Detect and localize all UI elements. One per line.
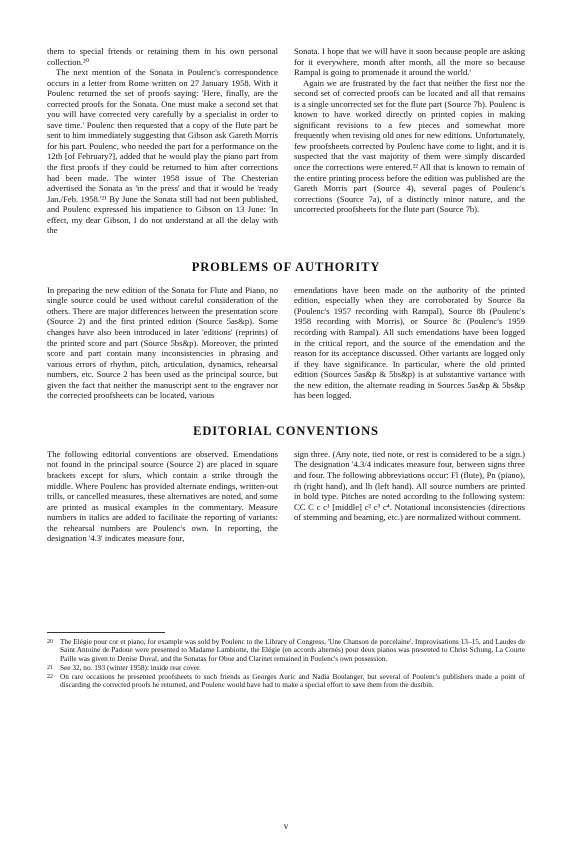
- footnotes: [47, 638, 525, 690]
- page-number: v: [283, 821, 289, 831]
- paragraph: Sonata. I hope that we will have it soon because people are asking for it everywhere, month after month, all the more so because Rampal is going to promenade it around the world.': [294, 46, 525, 78]
- paragraph: them to special friends or retaining them in his own personal collection.²⁰: [47, 46, 278, 67]
- footnote-text: See 32, no. 193 (winter 1958): inside rear cover.: [60, 662, 201, 672]
- footnote-number: 22: [47, 673, 53, 680]
- paragraph: The next mention of the Sonata in Poulenc's correspondence occurs in a letter from Rome written on 27 January 1958. With it Poulenc returned the set of proofs saying: 'Here, finally, are the corrected proofs for the Sonata. One must make a second set that you will have corrected very carefully by a specialist in order to save time.' Poulenc then requested that a copy of the flute part be sent to him immediately suggesting that Gibson ask Gareth Morris for his part. Poulenc, who needed the part for a performance on the 12th [of February?], added that he would play the piano part from the first proofs if they could be returned to him after corrections had been made. The winter 1958 issue of The Chesterian advertised the Sonata as 'in the press' and that it would be 'ready Jan./Feb. 1958.'²¹ By June the Sonata still had not been published, and Poulenc expressed his impatience to Gibson on 13 June: 'In effect, my dear Gibson, I do not understand at all the delay with the: [47, 67, 278, 236]
- left-column: [47, 46, 278, 236]
- right-column: [294, 46, 525, 236]
- paragraph: sign three. (Any note, tied note, or rest is considered to be a sign.) The designation '4.3/4 indicates measure four, between signs three and four. The following abbreviations occur: Fl (flute), Pn (piano), rh (right hand), and lh (left hand). All source numbers are printed in bold type. Pitches are noted according to the following system: CC C c c¹ [middle] c² c³ c⁴. Notational inconsistencies (directions of stemming and beaming, etc.) are normalized without comment.: [294, 448, 525, 523]
- paragraph: emendations have been made on the authority of the printed edition, especially when they are corroborated by Source 8a (Poulenc's 1957 recording with Rampal), Source 8b (Poulenc's 1958 recording with Morris), or Source 8c (Poulenc's 1959 recording with Rampal). All such emendations have been logged in the critical report, and the source of the emendation and the reason for its acceptance discussed. Other variants are logged only if they have significance. In particular, where the old printed edition (Sources 5as&p & 5bs&p) is at substantive variance with the new edition, the alternate reading in Sources 5as&p & 5bs&p has been logged.: [294, 284, 525, 401]
- footnote-number: 20: [47, 638, 53, 645]
- section-heading: PROBLEMS OF AUTHORITY: [191, 259, 381, 274]
- footnote-number: 21: [47, 664, 53, 671]
- footnote: [47, 638, 525, 664]
- paragraph: In preparing the new edition of the Sonata for Flute and Piano, no single source could be used without careful consideration of the others. There are major differences between the presentation score (Source 2) and the first printed edition (Source 5as&p). Some changes have also been introduced in later 'editions' (reprints) of the printed score and part (Source 5bs&p). Moreover, the printed score and part contain many inconsistencies in phrasing and various errors of rhythm, pitch, articulation, dynamics, rehearsal numbers, etc. Source 2 has been used as the principal source, but given the fact that neither the manuscript sent to the engraver nor the corrected proofsheets can be located, various: [47, 284, 278, 401]
- section-heading: EDITORIAL CONVENTIONS: [193, 423, 379, 438]
- right-column: [294, 449, 525, 544]
- intro-columns: [47, 46, 525, 236]
- right-column: [294, 285, 525, 401]
- conventions-columns: [47, 449, 525, 544]
- paragraph: The following editorial conventions are observed. Emendations not found in the principal source (Source 2) are placed in square brackets except for slurs, which contain a strike through the middle. Where Poulenc has provided alternate endings, written-out trills, or cancelled measures, these alternatives are noted, and some are printed as musical examples in the commentary. Measure numbers in italics are added to facilitate the reporting of variants: the rehearsal numbers are Poulenc's own. In reporting, the designation '4.3' indicates measure four,: [47, 448, 278, 544]
- paragraph: Again we are frustrated by the fact that neither the first nor the second set of corrected proofs can be located and all that remains is a single uncorrected set for the flute part (Source 7b). Poulenc is known to have worked directly on printed copies in making significant revisions to a few pieces and somewhat more frequently when revising old ones for new editions. Unfortunately, few proofsheets corrected by Poulenc have come to light, and it is suspected that the vast majority of them were simply discarded once the corrections were entered.²² All that is known to remain of the entire printing process before the edition was published are the Gareth Morris part (Source 4), several pages of Poulenc's corrections (Source 7a), of a distinctly minor nature, and the uncorrected proofsheets for the flute part (Source 7b).: [294, 77, 525, 215]
- footnote-text: The Elégie pour cor et piano, for example was sold by Poulenc to the Library of Congress, 'Une Chanson de porcelaine', Improvisations 13–15, and Laudes de Saint Antoine de Padoue were presented to Madame Lambiotte, the Elégie (en accords alternés) pour deux pianos was presented to Christ Schung, La Courte Paille was given to Denise Duval, and the Sonatas for Oboe and Clarinet remained in Poulenc's own possession.: [60, 636, 525, 664]
- footnote: [47, 673, 525, 690]
- footnote-text: On rare occasions he presented proofsheets to such friends as Georges Auric and Nadia Boulanger, but several of Poulenc's publishers made a point of discarding the corrected proofs he returned, and Poulenc would have had to make a special effort to save them from the dustbin.: [60, 671, 525, 690]
- left-column: [47, 285, 278, 401]
- authority-columns: [47, 285, 525, 401]
- left-column: [47, 449, 278, 544]
- footnote-divider: [47, 632, 165, 633]
